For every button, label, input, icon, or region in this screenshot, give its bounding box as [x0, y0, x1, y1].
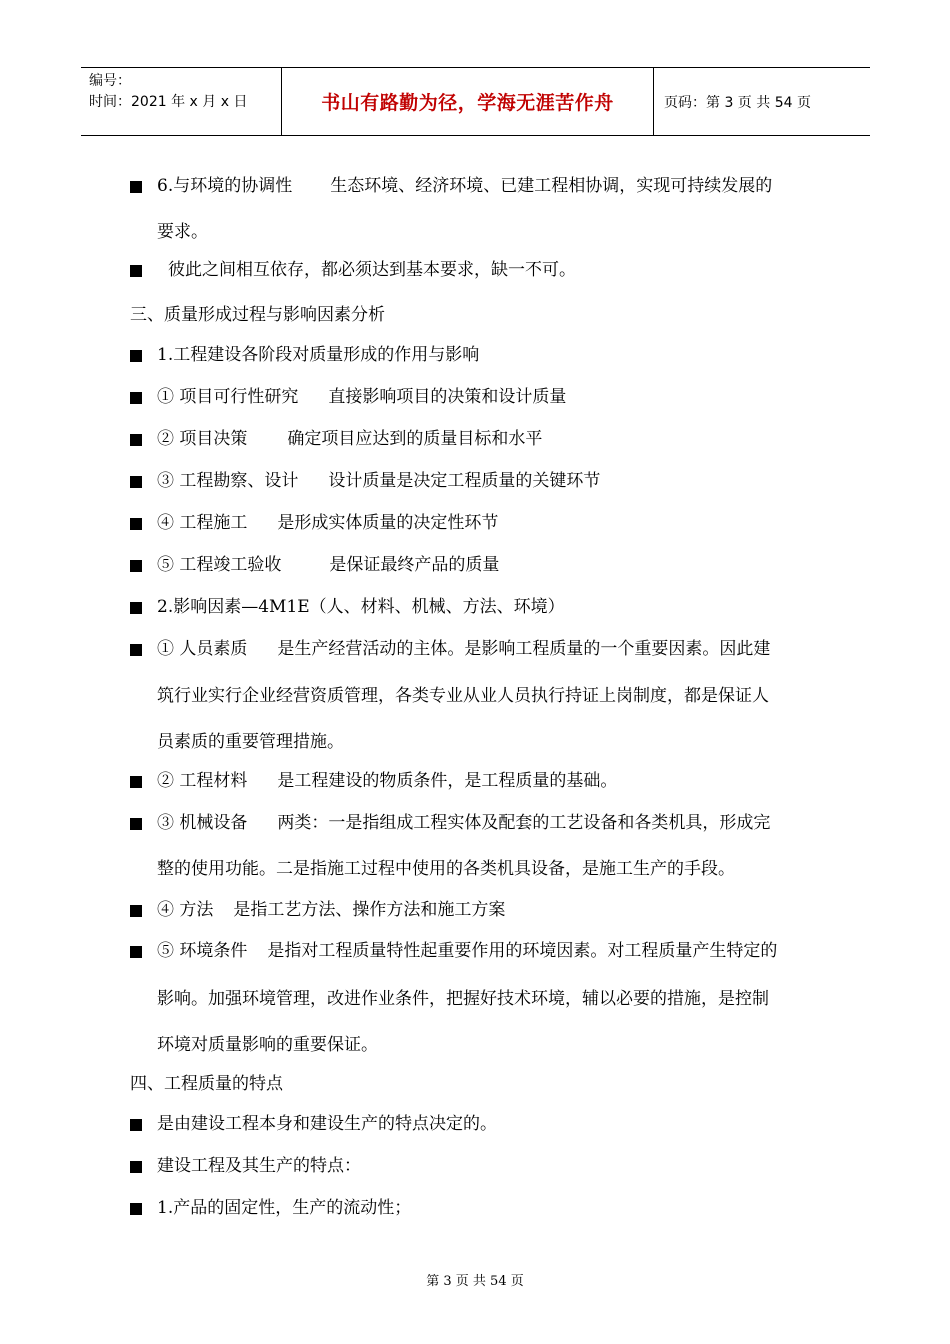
- list-item-continuation: 环境对质量影响的重要保证。: [157, 1035, 378, 1055]
- header-motto: 书山有路勤为径，学海无涯苦作舟: [321, 92, 614, 114]
- bullet-icon: [130, 181, 142, 193]
- item-term: ② 工程材料: [157, 771, 248, 791]
- item-term: ① 人员素质: [157, 639, 248, 659]
- item-term: ③ 机械设备: [157, 813, 248, 833]
- item-term: ④ 方法: [157, 900, 214, 920]
- list-item: 是由建设工程本身和建设生产的特点决定的。: [157, 1114, 497, 1134]
- list-item: [157, 385, 566, 409]
- item-term: ⑤ 工程竣工验收: [157, 555, 282, 575]
- item-term: ③ 工程勘察、设计: [157, 471, 299, 491]
- header-meta: [81, 68, 282, 135]
- bullet-icon: [130, 644, 142, 656]
- list-item: [157, 637, 770, 661]
- bullet-icon: [130, 518, 142, 530]
- bullet-icon: [130, 776, 142, 788]
- list-item: [157, 469, 600, 493]
- bullet-icon: [130, 1119, 142, 1131]
- list-item: 建设工程及其生产的特点：: [157, 1156, 361, 1176]
- bullet-icon: [130, 392, 142, 404]
- item-desc: 是指对工程质量特性起重要作用的环境因素。对工程质量产生特定的: [267, 941, 778, 961]
- page-header: [81, 67, 870, 136]
- bullet-icon: [130, 946, 142, 958]
- header-page-number: 页码：第 3 页 共 54 页: [664, 94, 811, 111]
- item-desc: 生态环境、经济环境、已建工程相协调，实现可持续发展的: [330, 176, 773, 196]
- list-item: [157, 427, 542, 451]
- item-desc: 确定项目应达到的质量目标和水平: [287, 429, 543, 449]
- item-desc: 是形成实体质量的决定性环节: [277, 513, 499, 533]
- bullet-icon: [130, 602, 142, 614]
- bullet-icon: [130, 905, 142, 917]
- list-item: [157, 769, 617, 793]
- document-date: 时间：2021 年 x 月 x 日: [89, 94, 248, 110]
- bullet-icon: [130, 476, 142, 488]
- list-item-continuation: 影响。加强环境管理，改进作业条件，把握好技术环境，辅以必要的措施，是控制: [157, 989, 769, 1009]
- list-item: 2.影响因素—4M1E（人、材料、机械、方法、环境）: [157, 597, 565, 617]
- section-heading: 三、质量形成过程与影响因素分析: [130, 305, 385, 325]
- document-number: 编号：: [89, 73, 131, 89]
- header-motto-cell: [282, 68, 654, 135]
- list-item: [157, 811, 770, 835]
- list-item: [157, 553, 499, 577]
- item-term: ① 项目可行性研究: [157, 387, 299, 407]
- item-desc: 是工程建设的物质条件，是工程质量的基础。: [277, 771, 618, 791]
- item-term: 6.与环境的协调性: [157, 176, 293, 196]
- bullet-icon: [130, 1203, 142, 1215]
- bullet-icon: [130, 350, 142, 362]
- list-item: [157, 174, 772, 198]
- list-item-continuation: 筑行业实行企业经营资质管理，各类专业从业人员执行持证上岗制度，都是保证人: [157, 686, 769, 706]
- item-desc: 是保证最终产品的质量: [329, 555, 500, 575]
- bullet-icon: [130, 434, 142, 446]
- list-item-continuation: 整的使用功能。二是指施工过程中使用的各类机具设备，是施工生产的手段。: [157, 859, 735, 879]
- list-item-continuation: 要求。: [157, 222, 208, 242]
- header-page-cell: [654, 68, 870, 135]
- bullet-icon: [130, 560, 142, 572]
- bullet-icon: [130, 1161, 142, 1173]
- item-desc: 两类：一是指组成工程实体及配套的工艺设备和各类机具，形成完: [277, 813, 771, 833]
- item-term: ⑤ 环境条件: [157, 941, 248, 961]
- item-desc: 设计质量是决定工程质量的关键环节: [328, 471, 601, 491]
- list-item: 1.产品的固定性，生产的流动性；: [157, 1198, 412, 1218]
- section-heading: 四、工程质量的特点: [130, 1074, 283, 1094]
- footer-page-number: 第 3 页 共 54 页: [426, 1274, 524, 1289]
- bullet-icon: [130, 265, 142, 277]
- page-footer: [0, 1270, 950, 1289]
- item-desc: 直接影响项目的决策和设计质量: [328, 387, 567, 407]
- list-item: 1.工程建设各阶段对质量形成的作用与影响: [157, 345, 480, 365]
- bullet-icon: [130, 818, 142, 830]
- item-desc: 是生产经营活动的主体。是影响工程质量的一个重要因素。因此建: [277, 639, 771, 659]
- item-term: ② 项目决策: [157, 429, 248, 449]
- list-item: [157, 898, 505, 922]
- list-item: [157, 939, 777, 963]
- list-item: [157, 511, 498, 535]
- item-term: ④ 工程施工: [157, 513, 248, 533]
- item-desc: 是指工艺方法、操作方法和施工方案: [233, 900, 506, 920]
- list-item-continuation: 员素质的重要管理措施。: [157, 732, 344, 752]
- list-item: 彼此之间相互依存，都必须达到基本要求，缺一不可。: [168, 260, 576, 280]
